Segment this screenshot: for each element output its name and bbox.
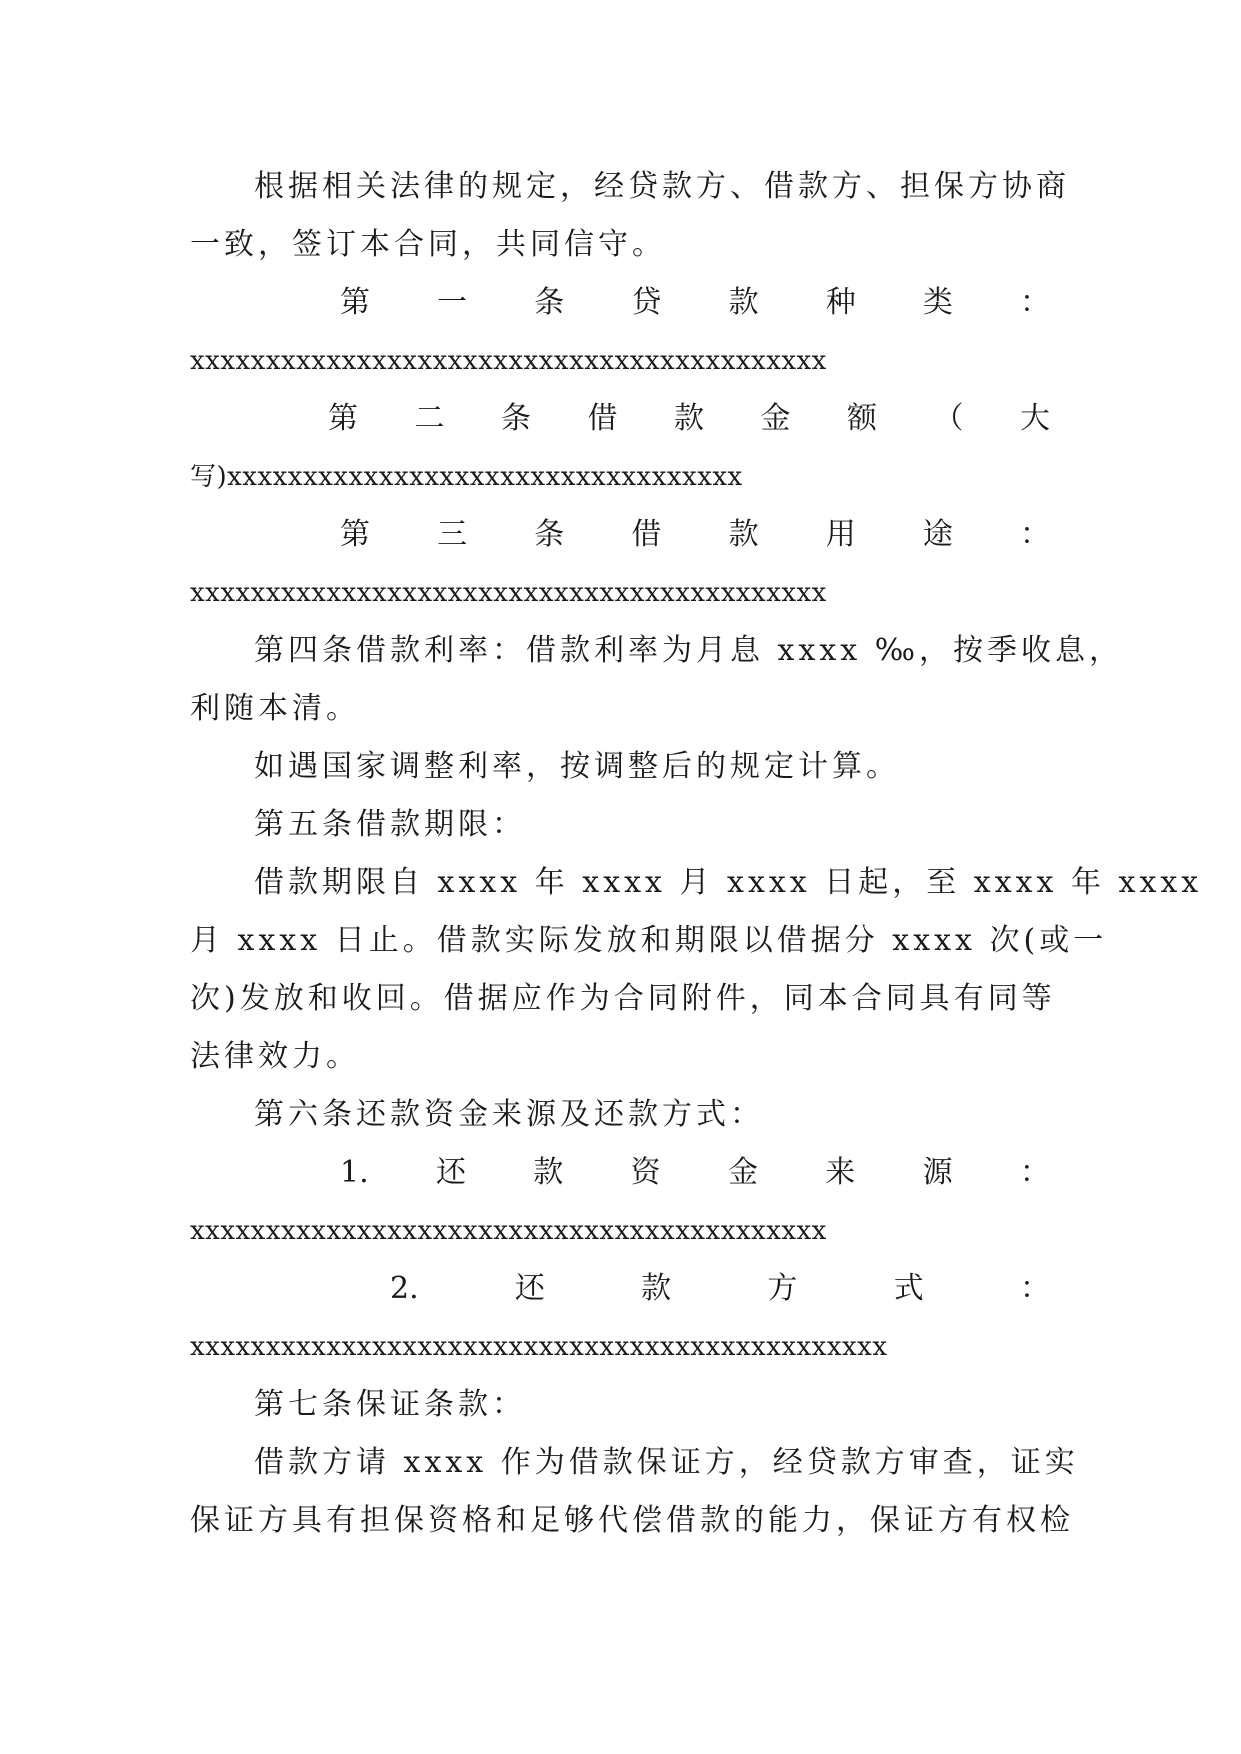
heading-char: 条 bbox=[534, 517, 565, 552]
text-line: 第五条借款期限： bbox=[254, 807, 526, 842]
text-line: 次)发放和收回。借据应作为合同附件，同本合同具有同等 bbox=[190, 981, 1056, 1016]
heading-char: 三 bbox=[437, 517, 468, 552]
heading-char: 款 bbox=[641, 1271, 672, 1306]
heading-char: 第 bbox=[340, 517, 370, 552]
text-line: 根据相关法律的规定，经贷款方、借款方、担保方协商 bbox=[254, 169, 1070, 204]
heading-char: 款 bbox=[728, 517, 759, 552]
heading-char: 用 bbox=[825, 517, 856, 552]
heading-char: 款 bbox=[533, 1155, 564, 1190]
heading-char: 还 bbox=[514, 1271, 545, 1306]
heading-char: 源 bbox=[922, 1155, 953, 1190]
text-line: 第四条借款利率：借款利率为月息 xxxx ‰，按季收息， bbox=[254, 633, 1124, 668]
spread-heading-line bbox=[190, 274, 1050, 332]
heading-char: 资 bbox=[630, 1155, 661, 1190]
spread-heading-line bbox=[190, 390, 1050, 448]
heading-char: 二 bbox=[414, 401, 445, 436]
text-line: 借款方请 xxxx 作为借款保证方，经贷款方审查，证实 bbox=[254, 1445, 1079, 1480]
heading-char: 第 bbox=[328, 401, 358, 436]
placeholder-line: xxxxxxxxxxxxxxxxxxxxxxxxxxxxxxxxxxxxxxxxxx bbox=[190, 1216, 827, 1246]
heading-char: 条 bbox=[501, 401, 531, 436]
heading-char: 大 bbox=[1020, 401, 1050, 436]
heading-char: 条 bbox=[534, 285, 565, 320]
heading-char: ： bbox=[1019, 1155, 1050, 1190]
heading-char: 式 bbox=[893, 1271, 924, 1306]
heading-char: 第 bbox=[340, 285, 370, 320]
spread-heading-line bbox=[190, 1144, 1050, 1202]
heading-char: 种 bbox=[825, 285, 856, 320]
text-line: 利随本清。 bbox=[190, 691, 360, 726]
placeholder-line: xxxxxxxxxxxxxxxxxxxxxxxxxxxxxxxxxxxxxxxxxxxxxx bbox=[190, 1332, 888, 1362]
heading-char: 2. bbox=[390, 1271, 419, 1306]
heading-char: （ bbox=[933, 401, 964, 436]
heading-char: 来 bbox=[825, 1155, 856, 1190]
placeholder-line: xxxxxxxxxxxxxxxxxxxxxxxxxxxxxxxxxxxxxxxxxx bbox=[190, 578, 827, 608]
heading-char: 款 bbox=[674, 401, 704, 436]
heading-char: 借 bbox=[631, 517, 662, 552]
text-line: 第六条还款资金来源及还款方式： bbox=[254, 1097, 764, 1132]
text-line: 第七条保证条款： bbox=[254, 1387, 526, 1422]
text-line: 法律效力。 bbox=[190, 1039, 360, 1074]
placeholder-line: 写)xxxxxxxxxxxxxxxxxxxxxxxxxxxxxxxxxx bbox=[190, 462, 743, 492]
text-line: 保证方具有担保资格和足够代偿借款的能力，保证方有权检 bbox=[190, 1503, 1074, 1538]
spread-heading-line bbox=[190, 506, 1050, 564]
contract-body bbox=[190, 158, 1203, 1550]
heading-char: 贷 bbox=[631, 285, 662, 320]
spread-heading-line bbox=[190, 1260, 1050, 1318]
heading-char: 还 bbox=[435, 1155, 466, 1190]
heading-char: 额 bbox=[847, 401, 877, 436]
heading-char: ： bbox=[1019, 517, 1050, 552]
heading-char: 途 bbox=[922, 517, 953, 552]
heading-char: 金 bbox=[760, 401, 791, 436]
heading-char: 1. bbox=[340, 1155, 369, 1190]
text-line: 月 xxxx 日止。借款实际发放和期限以借据分 xxxx 次(或一 bbox=[190, 923, 1108, 958]
heading-char: 金 bbox=[727, 1155, 758, 1190]
heading-char: ： bbox=[1019, 1271, 1050, 1306]
heading-char: 借 bbox=[587, 401, 618, 436]
text-line: 如遇国家调整利率，按调整后的规定计算。 bbox=[254, 749, 900, 784]
placeholder-line: xxxxxxxxxxxxxxxxxxxxxxxxxxxxxxxxxxxxxxxxxx bbox=[190, 346, 827, 376]
heading-char: 类 bbox=[922, 285, 953, 320]
heading-char: 方 bbox=[767, 1271, 798, 1306]
heading-char: 款 bbox=[728, 285, 759, 320]
text-line: 借款期限自 xxxx 年 xxxx 月 xxxx 日起，至 xxxx 年 xxxx bbox=[254, 865, 1203, 900]
heading-char: 一 bbox=[437, 285, 468, 320]
heading-char: ： bbox=[1019, 285, 1050, 320]
text-line: 一致，签订本合同，共同信守。 bbox=[190, 227, 666, 262]
